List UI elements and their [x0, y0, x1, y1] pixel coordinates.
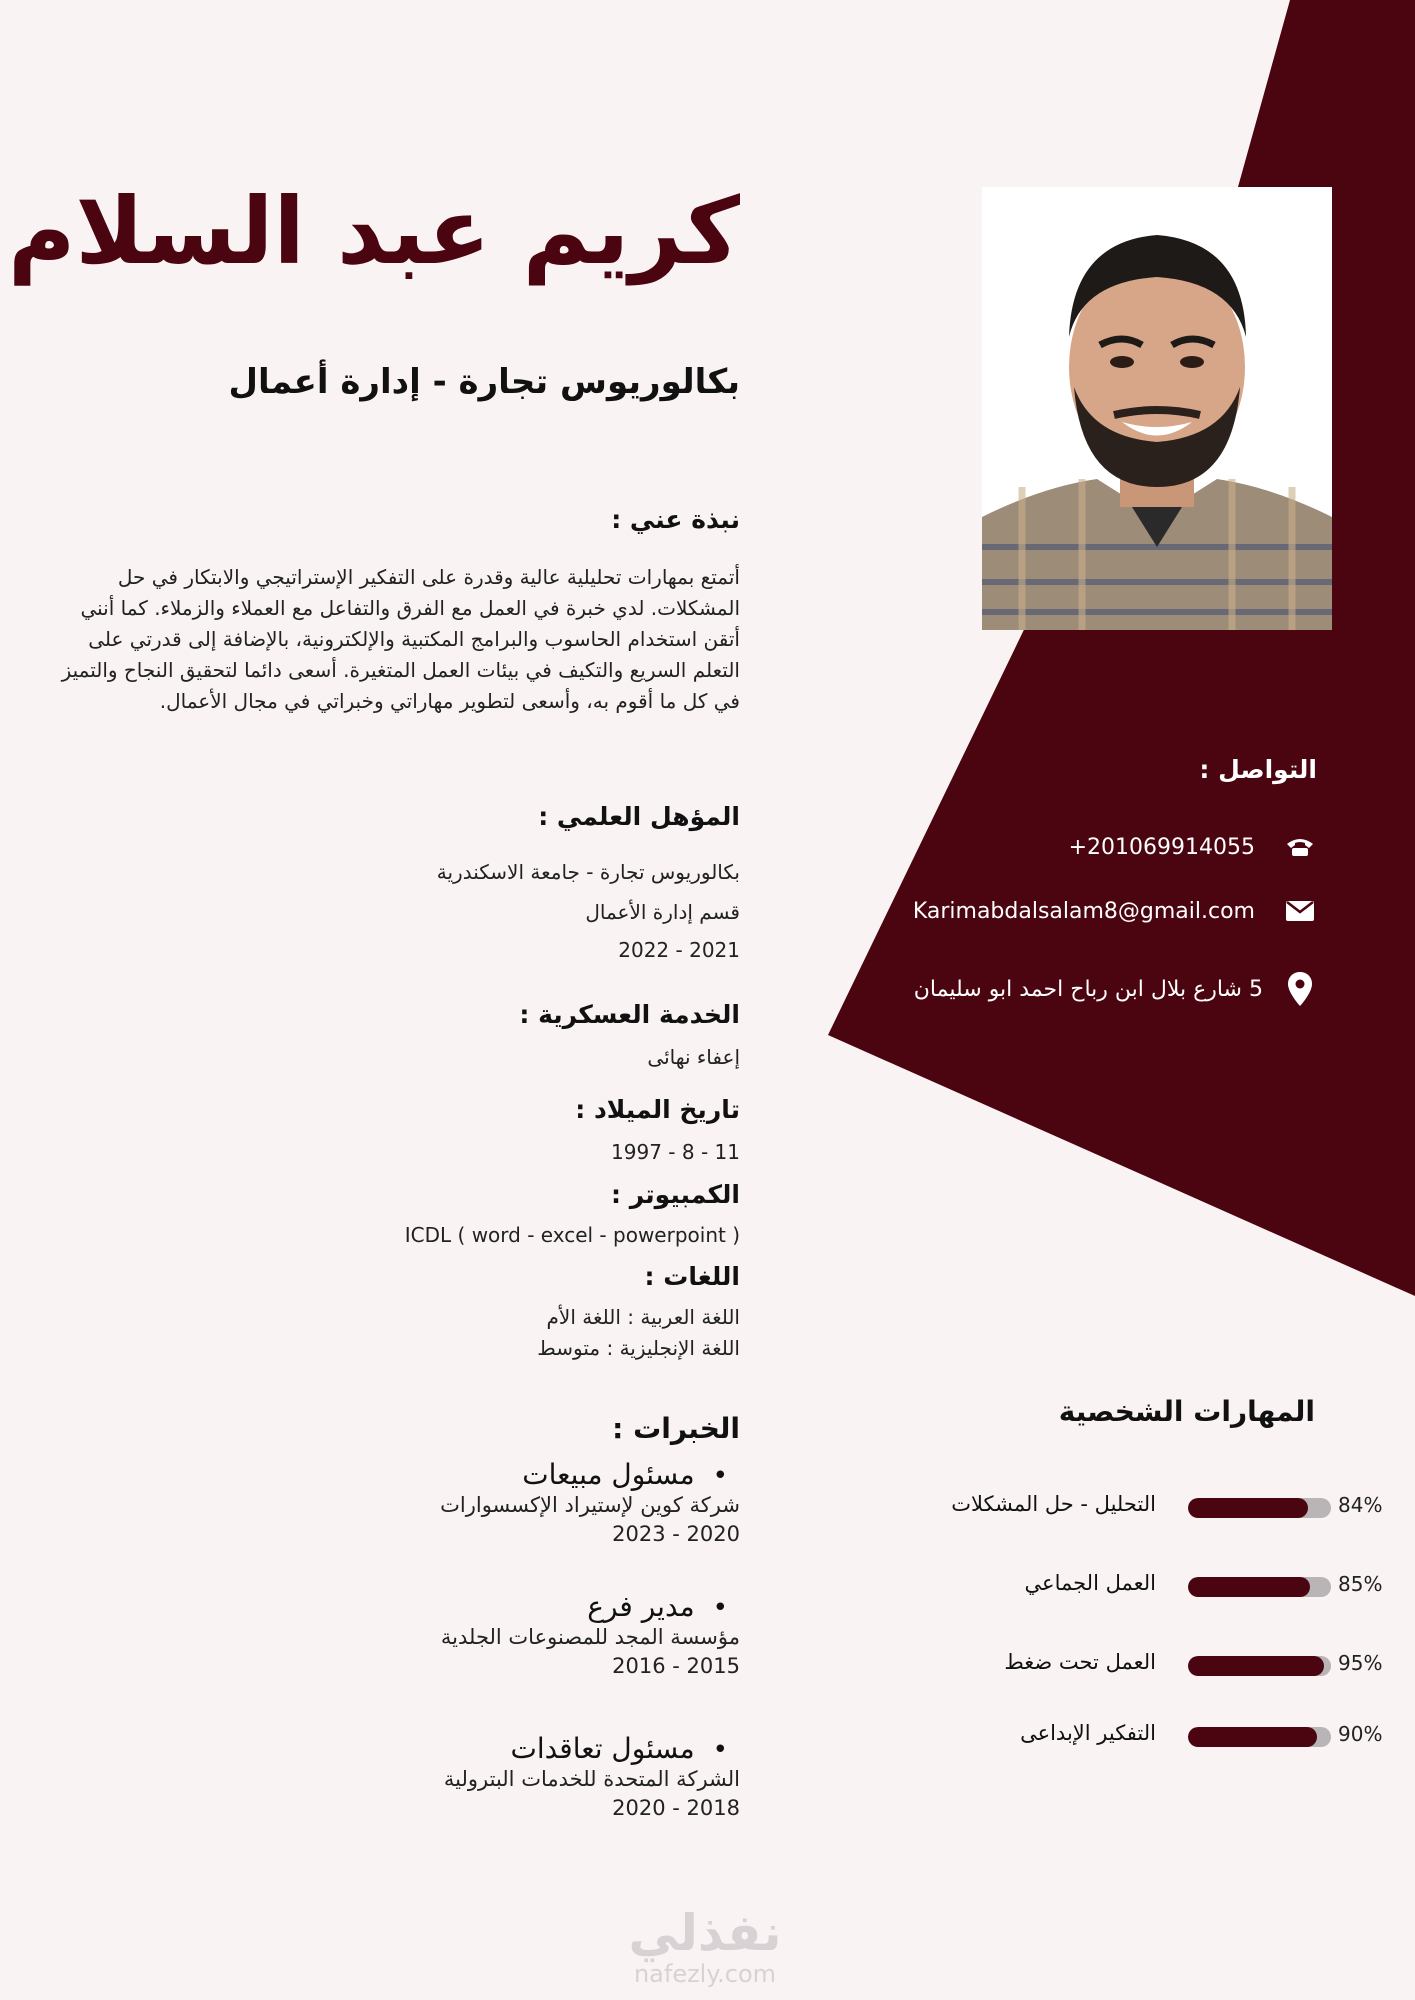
- skill-percent: 85%: [1338, 1572, 1383, 1596]
- experience-company: مؤسسة المجد للمصنوعات الجلدية: [440, 1625, 740, 1649]
- skill-label: التحليل - حل المشكلات: [951, 1492, 1156, 1516]
- skill-bar-fill: [1188, 1498, 1308, 1518]
- computer-heading: الكمبيوتر :: [611, 1180, 740, 1209]
- address-text: 5 شارع بلال ابن رباح احمد ابو سليمان: [913, 976, 1263, 1002]
- bullet-icon: •: [712, 1735, 728, 1765]
- education-department: قسم إدارة الأعمال: [585, 900, 740, 924]
- location-pin-icon: [1283, 972, 1317, 1006]
- skill-row: [900, 1648, 1390, 1682]
- watermark-latin: nafezly.com: [633, 1960, 777, 1988]
- skill-percent: 84%: [1338, 1493, 1383, 1517]
- language-arabic: اللغة العربية : اللغة الأم: [546, 1305, 740, 1329]
- computer-skills: ICDL ( word - excel - powerpoint ): [404, 1223, 740, 1247]
- education-heading: المؤهل العلمي :: [538, 802, 740, 831]
- experience-years: 2018 - 2020: [612, 1796, 740, 1820]
- birth-heading: تاريخ الميلاد :: [575, 1095, 740, 1124]
- contact-email[interactable]: [913, 894, 1317, 928]
- skill-bar-track: [1188, 1727, 1331, 1747]
- profile-photo: [982, 187, 1332, 630]
- skills-heading: المهارات الشخصية: [1058, 1395, 1315, 1428]
- experience-company: الشركة المتحدة للخدمات البترولية: [443, 1767, 740, 1791]
- candidate-name: كريم عبد السلام: [7, 178, 740, 285]
- contact-heading: التواصل :: [1199, 755, 1317, 784]
- skill-percent: 95%: [1338, 1651, 1383, 1675]
- experience-item: [444, 1732, 740, 1823]
- experience-title: [440, 1458, 740, 1491]
- experience-item: [440, 1458, 740, 1549]
- phone-icon: [1283, 830, 1317, 864]
- contact-phone[interactable]: [1069, 830, 1317, 864]
- skill-bar-fill: [1188, 1577, 1310, 1597]
- experience-years: 2020 - 2023: [612, 1522, 740, 1546]
- experience-title-text: مسئول مبيعات: [522, 1458, 695, 1491]
- skill-bar-fill: [1188, 1656, 1324, 1676]
- phone-number[interactable]: +201069914055: [1068, 834, 1255, 860]
- skill-row: [900, 1569, 1390, 1603]
- skill-label: العمل الجماعي: [1024, 1571, 1156, 1595]
- skill-percent: 90%: [1338, 1722, 1383, 1746]
- experience-title: [444, 1732, 740, 1765]
- skill-row: [900, 1719, 1390, 1753]
- education-degree: بكالوريوس تجارة - جامعة الاسكندرية: [436, 860, 740, 884]
- education-years: 2021 - 2022: [618, 938, 740, 962]
- skill-label: العمل تحت ضغط: [1004, 1650, 1156, 1674]
- experience-heading: الخبرات :: [612, 1412, 740, 1445]
- experience-company: شركة كوين لإستيراد الإكسسوارات: [440, 1493, 740, 1517]
- military-status: إعفاء نهائى: [647, 1045, 740, 1069]
- skill-bar-track: [1188, 1656, 1331, 1676]
- languages-heading: اللغات :: [644, 1262, 740, 1291]
- degree-subtitle: بكالوريوس تجارة - إدارة أعمال: [228, 362, 740, 402]
- skill-bar-fill: [1188, 1727, 1317, 1747]
- bullet-icon: •: [712, 1593, 728, 1623]
- contact-address: [914, 972, 1317, 1006]
- bullet-icon: •: [712, 1461, 728, 1491]
- experience-title-text: مسئول تعاقدات: [510, 1732, 695, 1765]
- language-english: اللغة الإنجليزية : متوسط: [537, 1336, 740, 1360]
- experience-years: 2015 - 2016: [612, 1654, 740, 1678]
- watermark-arabic: نفذلي: [628, 1904, 782, 1962]
- skill-bar-track: [1188, 1577, 1331, 1597]
- email-address[interactable]: Karimabdalsalam8@gmail.com: [912, 898, 1255, 924]
- experience-title-text: مدير فرع: [587, 1590, 695, 1623]
- experience-title: [441, 1590, 740, 1623]
- experience-item: [441, 1590, 740, 1681]
- about-text: أتمتع بمهارات تحليلية عالية وقدرة على التفكير الإستراتيجي والابتكار في حل المشكلات. لدي خبرة في العمل مع الفرق والتفاعل مع العملاء والزملاء. كما أنني أتقن استخدام الحاسوب والبرامج المكتبية والإلكترونية، بالإضافة إلى قدرتي على التعلم السريع والتكيف في بيئات العمل المتغيرة. أسعى دائما لتحقيق النجاح والتميز في كل ما أقوم به، وأسعى لتطوير مهاراتي وخبراتي في مجال الأعمال.: [61, 565, 740, 713]
- envelope-icon: [1283, 894, 1317, 928]
- skill-label: التفكير الإبداعى: [1020, 1721, 1156, 1745]
- nafezly-watermark: [615, 1905, 795, 1987]
- skill-row: [900, 1490, 1390, 1524]
- about-heading: نبذة عني :: [611, 505, 740, 534]
- skill-bar-track: [1188, 1498, 1331, 1518]
- military-heading: الخدمة العسكرية :: [519, 1000, 740, 1029]
- birth-date: 11 - 8 - 1997: [611, 1140, 740, 1164]
